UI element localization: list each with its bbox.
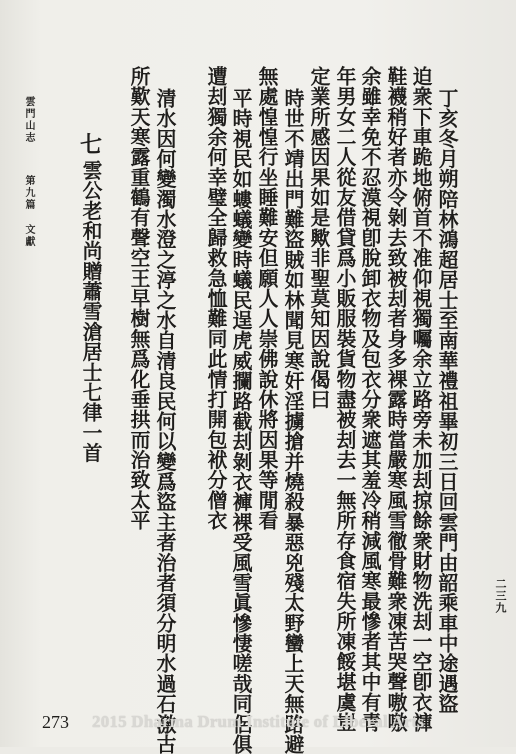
text-column-12: 所歎天寒露重鶴有聲空王早樹無爲化垂拱而治致太平	[127, 66, 151, 531]
text-column-5: 年男女二人從友借貸爲小販服裝貨物盡被刦去一無所存食宿失所凍餒堪虞豈	[333, 66, 357, 733]
text-column-3: 鞋襪稍好者亦令剝去致被刦者身多裸露時當嚴寒風雪徹骨難衆凍苦哭聲嗷嗷	[384, 66, 408, 733]
text-column-6: 定業所感因果如是歟非聖莫知因說偈曰	[307, 66, 331, 410]
text-column-9: 平時視民如螻蟻變時蟻民逞虎威攔路截刦剝衣褲裸受風雪眞慘悽嗟哉同侶俱	[229, 88, 253, 754]
running-header-title: 雲門山志	[23, 96, 34, 144]
running-header-section: 第九篇 文獻	[23, 175, 34, 248]
page-number: 273	[42, 712, 69, 732]
text-column-11: 清水因何變濁水澄之渟之水自清良民何以變爲盜主者治者須分明水過石激古	[153, 88, 177, 754]
watermark: 2015 Dharma Drum Institute of Liberal Arts	[92, 712, 425, 731]
text-column-10: 遭刦獨余何幸璧全歸救急恤難同此情打開包袱分僧衣	[204, 66, 228, 531]
text-column-4: 余雖幸免不忍漠視卽脫卸衣物及包衣分衆遮其羞冷稍減風寒最慘者其中有青	[358, 66, 382, 733]
text-column-7: 時世不靖出門難盜賊如林聞見寒奸淫擄搶并燒殺暴惡兇殘太野蠻上天無路避	[281, 88, 305, 754]
section-title: 雲公老和尚贈蕭雪滄居士七律一首	[79, 160, 103, 463]
text-column-1: 丁亥冬月朔陪林鴻超居士至南華禮祖畢初三日回雲門由韶乘車中途遇盜	[435, 88, 459, 714]
section-number: 七	[80, 132, 103, 158]
text-column-2: 迫衆下車跪地俯首不准仰視獨囑余立路旁未加刦掠餘衆財物洗刦一空卽衣褲	[409, 66, 433, 733]
side-page-number: 二三九	[494, 578, 507, 614]
text-column-8: 無處惶惶行坐睡難安但願人人崇佛說休將因果等閒看	[255, 66, 279, 531]
